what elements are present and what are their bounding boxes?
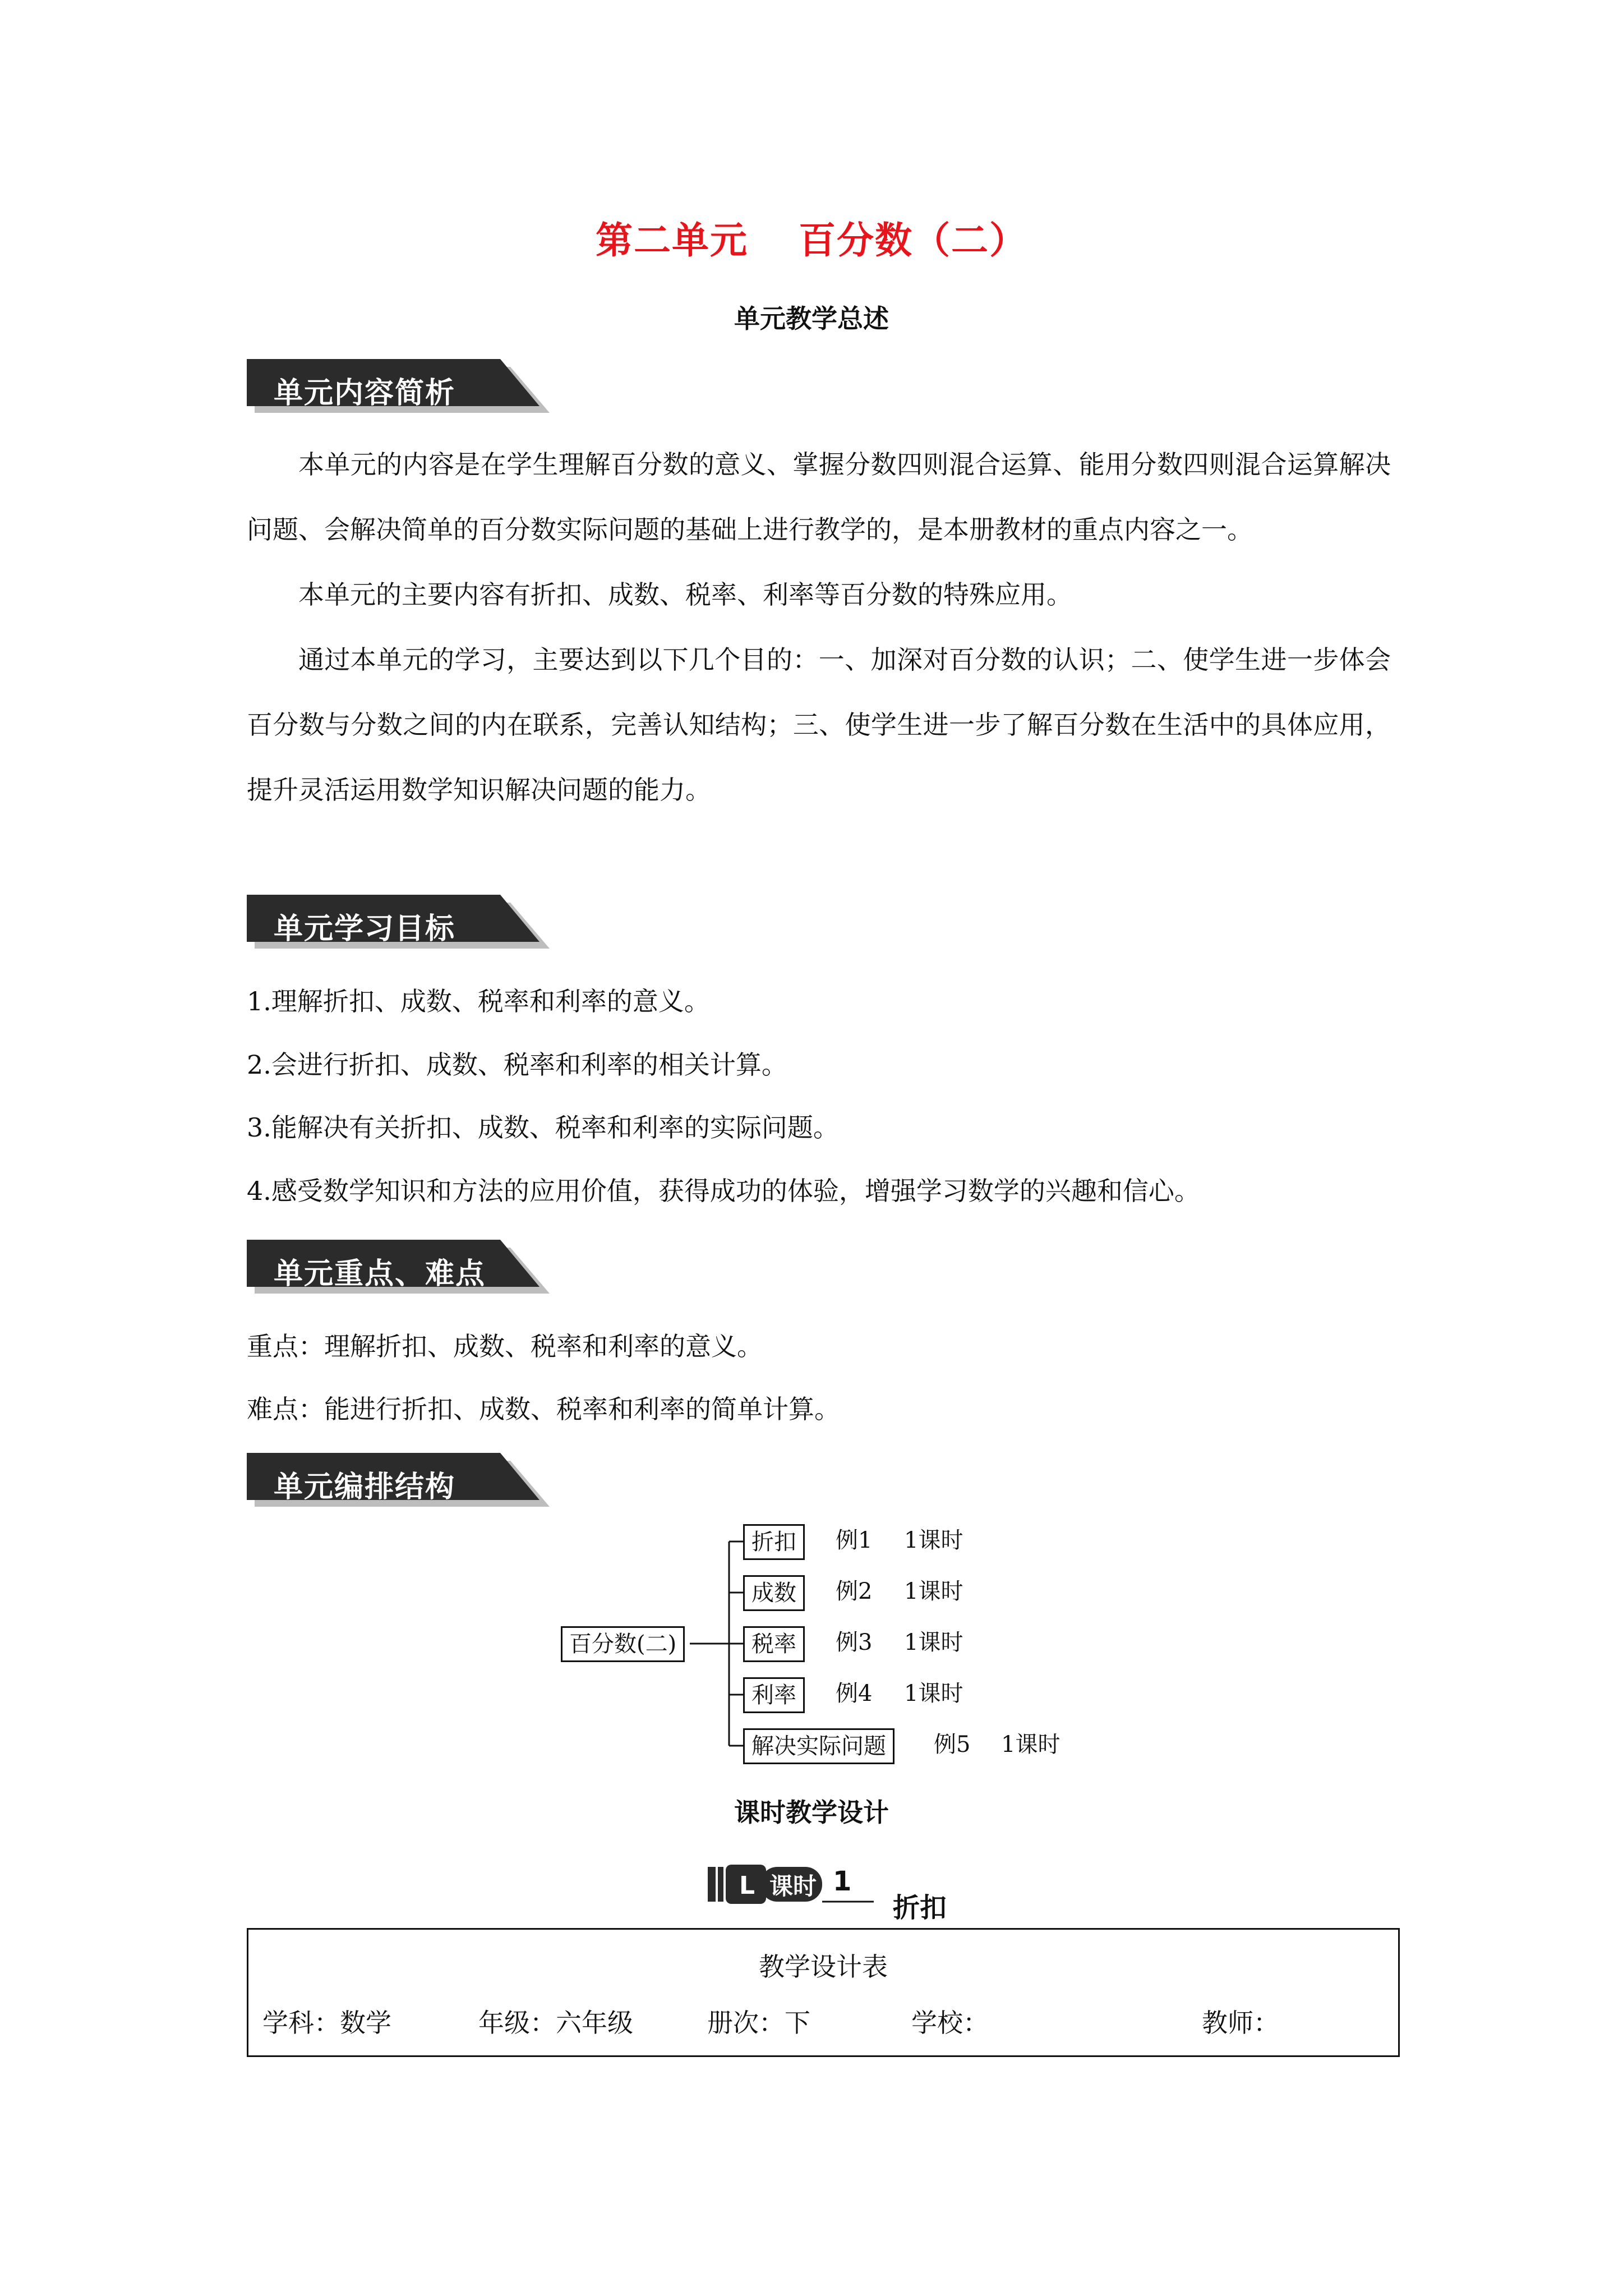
page-title (0, 210, 1623, 264)
unit-name: 百分数（二） (799, 218, 1027, 262)
table-heading: 教学设计表 (759, 1952, 888, 1982)
goal-item: 2.会进行折扣、成数、税率和利率的相关计算。 (247, 1050, 787, 1080)
branch-tax-rate: 税率 (743, 1626, 805, 1662)
banner-goals (247, 895, 561, 951)
banner-label: 单元编排结构 (274, 1470, 456, 1504)
unit-number: 第二单元 (596, 218, 748, 262)
design-table (247, 1928, 1400, 2057)
branch-example: 例3 (836, 1630, 873, 1655)
banner-label: 单元重点、难点 (274, 1257, 486, 1291)
branch-example: 例4 (836, 1681, 873, 1706)
paragraph: 本单元的主要内容有折扣、成数、税率、利率等百分数的特殊应用。 (298, 579, 1072, 610)
table-grade: 年级：六年级 (478, 2008, 633, 2038)
branch-example: 例2 (836, 1579, 873, 1604)
lesson-section-title: 课时教学设计 (734, 1797, 889, 1828)
paragraph: 本单元的内容是在学生理解百分数的意义、掌握分数四则混合运算、能用分数四则混合运算解决问题、会解决简单的百分数实际问题的基础上进行教学的，是本册教材的重点内容之一。 (247, 449, 1391, 545)
branch-hours: 1课时 (904, 1681, 963, 1706)
banner-structure (247, 1453, 561, 1509)
table-volume: 册次：下 (707, 2008, 810, 2038)
key-difficulty: 难点：能进行折扣、成数、税率和利率的简单计算。 (247, 1394, 840, 1424)
branch-proportion: 成数 (743, 1575, 805, 1611)
table-subject: 学科：数学 (262, 2008, 391, 2038)
branch-hours: 1课时 (1001, 1732, 1061, 1757)
banner-label: 单元学习目标 (274, 912, 456, 946)
page-subtitle: 单元教学总述 (734, 303, 889, 334)
branch-hours: 1课时 (904, 1579, 963, 1604)
branch-discount: 折扣 (743, 1524, 805, 1560)
branch-problem-solving: 解决实际问题 (743, 1728, 895, 1764)
lesson-badge-number: 1 (833, 1866, 852, 1897)
branch-example: 例1 (836, 1527, 873, 1553)
branch-example: 例5 (934, 1732, 971, 1757)
lesson-badge-text: 课时 (769, 1872, 817, 1900)
banner-label: 单元内容简析 (274, 376, 456, 410)
branch-hours: 1课时 (904, 1527, 963, 1553)
structure-root: 百分数(二) (561, 1626, 685, 1662)
banner-content (247, 359, 561, 415)
key-focus: 重点：理解折扣、成数、税率和利率的意义。 (247, 1331, 763, 1361)
table-school: 学校： (911, 2008, 989, 2038)
svg-text:L: L (739, 1871, 755, 1900)
lesson-badge (707, 1862, 875, 1907)
lesson-title: 折扣 (893, 1892, 947, 1924)
content-paragraphs (247, 432, 1391, 822)
structure-diagram (555, 1515, 1105, 1784)
banner-key-points (247, 1240, 561, 1296)
goal-item: 1.理解折扣、成数、税率和利率的意义。 (247, 986, 710, 1016)
table-teacher: 教师： (1202, 2008, 1279, 2038)
branch-hours: 1课时 (904, 1630, 963, 1655)
branch-interest-rate: 利率 (743, 1677, 805, 1713)
goal-item: 3.能解决有关折扣、成数、税率和利率的实际问题。 (247, 1112, 839, 1143)
paragraph: 通过本单元的学习，主要达到以下几个目的：一、加深对百分数的认识；二、使学生进一步体会百分数与分数之间的内在联系，完善认知结构；三、使学生进一步了解百分数在生活中的具体应用，提升灵活运用数学知识解决问题的能力。 (247, 645, 1391, 805)
goal-item: 4.感受数学知识和方法的应用价值，获得成功的体验，增强学习数学的兴趣和信心。 (247, 1176, 1200, 1206)
